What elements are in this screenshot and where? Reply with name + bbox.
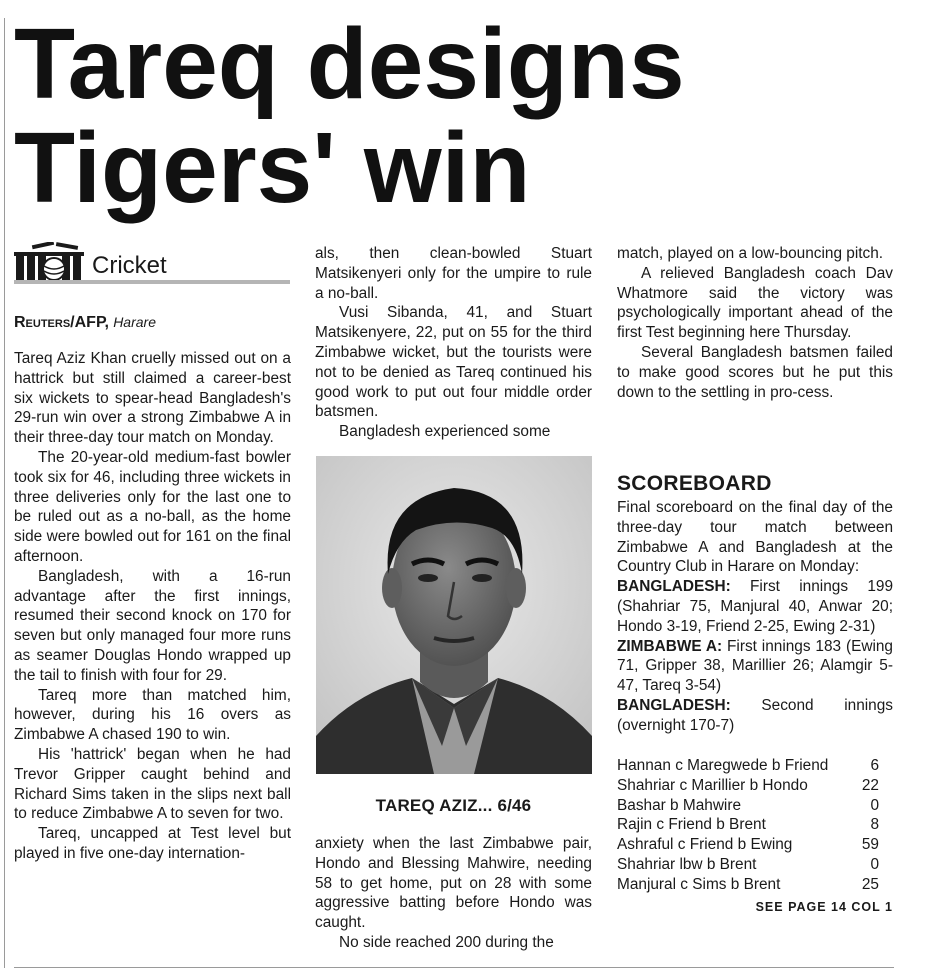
batsman-runs: 22	[861, 776, 879, 794]
paragraph: Several Bangladesh batsmen failed to make good scores but he put this down to the settling in pro-cess.	[617, 343, 893, 401]
photo-caption: TAREQ AZIZ... 6/46	[375, 796, 532, 815]
continuation-note: SEE PAGE 14 COL 1	[755, 900, 893, 914]
paragraph: Vusi Sibanda, 41, and Stuart Matsikenyere, 22, put on 55 for the third Zimbabwe wicket, but the tourists were not to be denied as Tareq continued his good work to put out four middle order batsmen.	[315, 304, 592, 421]
column-3-top	[617, 244, 893, 402]
headline	[14, 8, 685, 224]
batting-row	[617, 776, 893, 796]
innings-summary: First innings 199 (Shahriar 75, Manjural 40, Anwar 20; Hondo 3-19, Friend 2-25, Ewing 2-31)	[617, 578, 894, 635]
scoreboard-zimbabwe-first	[617, 637, 893, 696]
team-label: ZIMBABWE A:	[617, 637, 723, 655]
scoreboard-body	[617, 498, 893, 736]
paragraph: Tareq more than matched him, however, during his 16 overs as Zimbabwe A chased 190 to win.	[14, 686, 291, 744]
batting-list	[617, 756, 893, 895]
batting-row	[617, 815, 893, 835]
batsman-dismissal: Shahriar c Marillier b Hondo	[617, 776, 808, 794]
byline-place: Harare	[113, 314, 156, 330]
bottom-rule	[14, 967, 894, 968]
batsman-dismissal: Ashraful c Friend b Ewing	[617, 836, 793, 854]
batsman-dismissal: Shahriar lbw b Brent	[617, 855, 757, 873]
scoreboard-bangladesh-second	[617, 696, 893, 736]
team-label: BANGLADESH:	[617, 578, 731, 596]
section-underline	[14, 280, 290, 284]
batsman-runs: 0	[870, 796, 879, 814]
team-label: BANGLADESH:	[617, 696, 731, 714]
scoreboard-intro: Final scoreboard on the final day of the three-day tour match between Zimbabwe A and Bangladesh at the Country Club in Harare on Monday:	[617, 499, 893, 576]
batsman-dismissal: Bashar b Mahwire	[617, 796, 742, 814]
paragraph: The 20-year-old medium-fast bowler took six for 46, including three wickets in three deliveries only for the last one to be ruled out as a no-ball, as the home side were bowled out for 161 on the final afternoon.	[14, 448, 291, 565]
paragraph: No side reached 200 during the	[339, 933, 554, 951]
headline-line-1: Tareq designs	[14, 8, 685, 120]
paragraph: anxiety when the last Zimbabwe pair, Hondo and Blessing Mahwire, needing 58 to get home, put on 28 with some aggressive batting before Hondo was caught.	[315, 835, 592, 932]
column-2-top	[315, 244, 592, 442]
headline-line-2: Tigers' win	[14, 112, 531, 224]
paragraph: Tareq, uncapped at Test level but played in five one-day internation-	[14, 825, 291, 862]
batsman-runs: 25	[861, 875, 879, 893]
section-kicker	[14, 240, 290, 288]
batting-row	[617, 796, 893, 816]
paragraph: A relieved Bangladesh coach Dav Whatmore said the victory was psychologically important ahead of the first Test beginning here Thursday.	[617, 264, 893, 342]
column-1	[14, 349, 291, 864]
batsman-runs: 8	[870, 816, 879, 834]
paragraph: als, then clean-bowled Stuart Matsikenyeri only for the umpire to rule a no-ball.	[315, 245, 592, 302]
scoreboard-bangladesh-first	[617, 577, 893, 636]
scoreboard-heading: SCOREBOARD	[617, 472, 772, 495]
batsman-runs: 6	[870, 757, 879, 774]
player-photo	[316, 456, 592, 774]
paragraph: His 'hattrick' began when he had Trevor Gripper caught behind and Richard Sims taken in the slips next ball to reduce Zimbabwe A to seven for two.	[14, 745, 291, 823]
batsman-dismissal: Hannan c Maregwede b Friend	[617, 757, 829, 774]
paragraph: Bangladesh, with a 16-run advantage after the first innings, resumed their second knock on 170 for seven but only managed four more runs as seamer Douglas Hondo wrapped up the tail to finish with four for 29.	[14, 567, 291, 684]
batsman-runs: 59	[861, 836, 879, 854]
paragraph: Bangladesh experienced some	[339, 423, 551, 441]
batsman-dismissal: Rajin c Friend b Brent	[617, 816, 766, 834]
innings-summary: First innings 183 (Ewing 71, Gripper 38, Marillier 26; Alamgir 5-47, Tareq 3-54)	[617, 637, 893, 695]
paragraph: Tareq Aziz Khan cruelly missed out on a hattrick but still claimed a career-best six wickets to spear-head Bangladesh's 29-run win over a strong Zimbabwe A in their three-day tour match on Monday.	[14, 350, 291, 447]
batting-row	[617, 875, 893, 895]
column-2-bottom	[315, 834, 592, 953]
byline-source: Reuters/AFP,	[14, 314, 110, 331]
portrait-image	[316, 456, 592, 774]
cricket-ball-stumps-icon	[14, 242, 90, 282]
batting-row	[617, 756, 893, 776]
left-column-rule	[4, 18, 5, 968]
byline	[14, 314, 156, 332]
batsman-dismissal: Manjural c Sims b Brent	[617, 875, 781, 893]
paragraph: match, played on a low-bouncing pitch.	[617, 245, 884, 262]
batsman-runs: 0	[870, 855, 879, 873]
innings-summary: Second innings (overnight 170-7)	[617, 696, 893, 734]
batting-row	[617, 855, 893, 875]
batting-row	[617, 835, 893, 855]
section-label: Cricket	[92, 252, 167, 279]
